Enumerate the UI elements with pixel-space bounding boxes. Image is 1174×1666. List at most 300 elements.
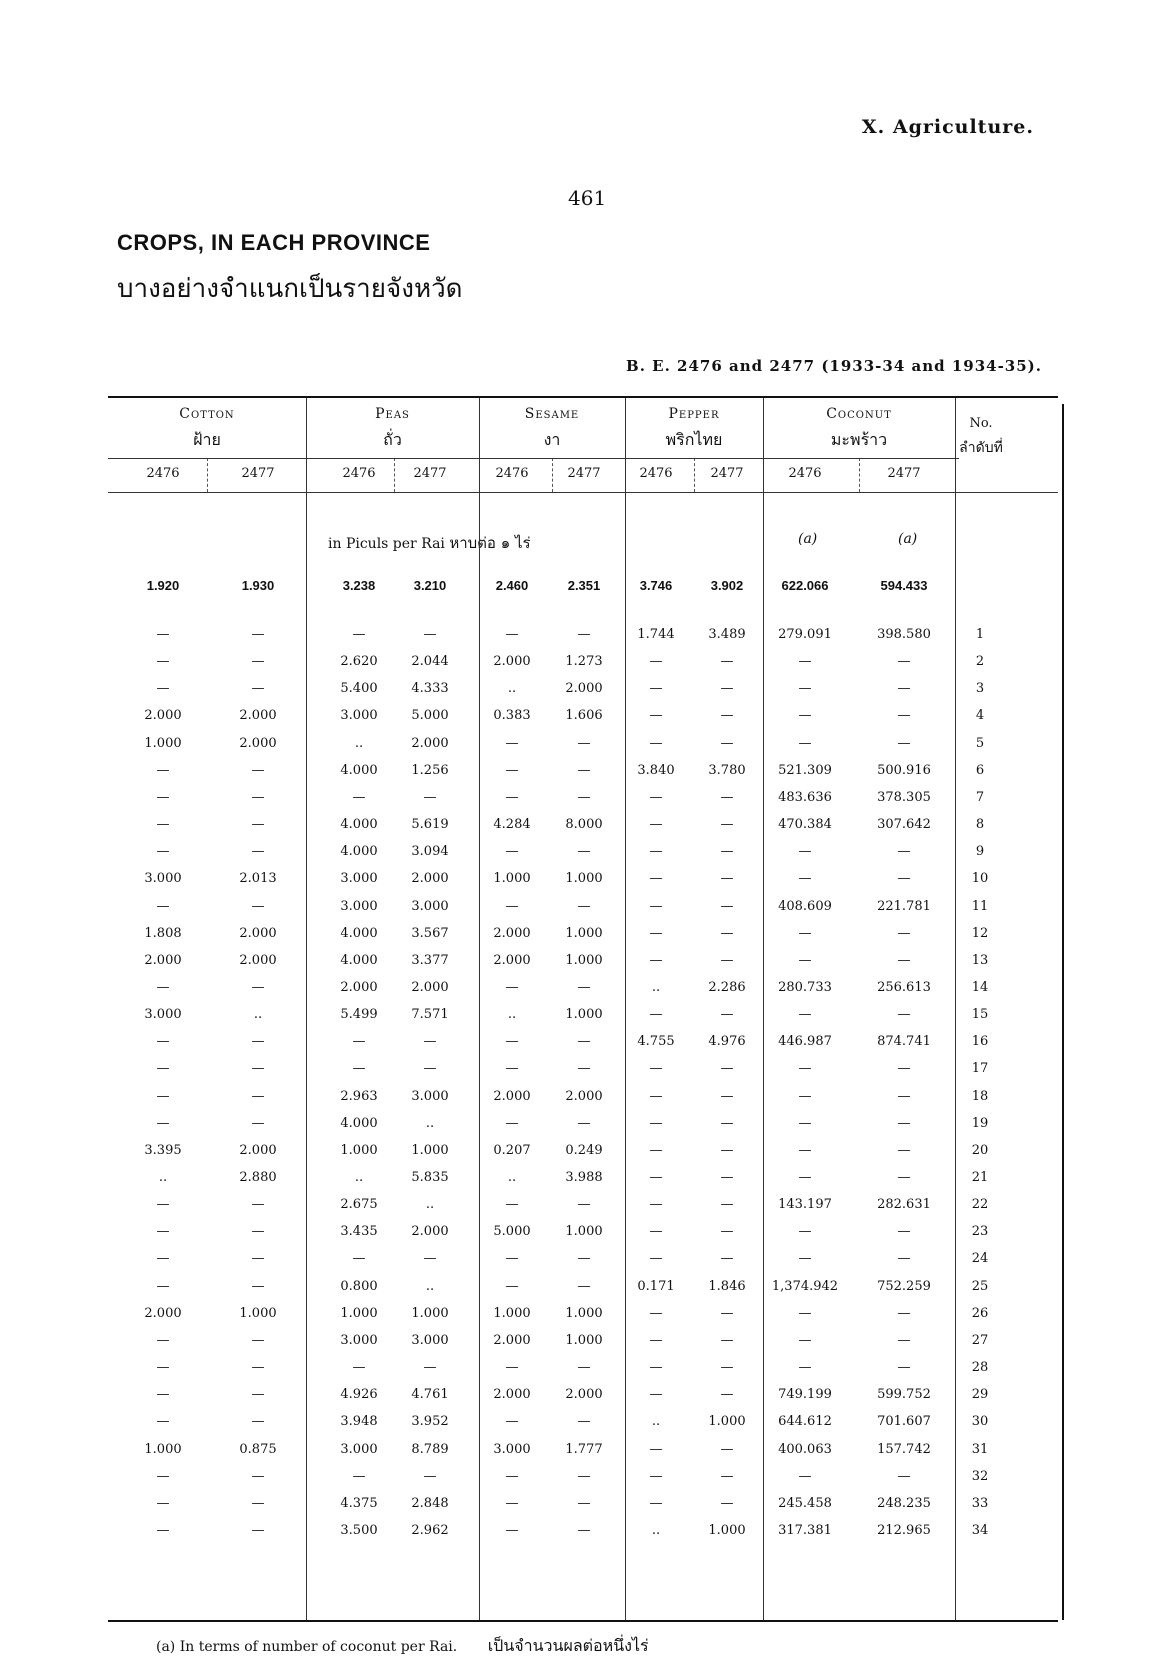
cell-peas-2477: .. — [425, 1279, 435, 1294]
cell-sesame-2476: — — [505, 844, 519, 859]
cell-pepper-2477: 3.780 — [708, 763, 746, 778]
row-number: 21 — [971, 1170, 989, 1185]
cell-sesame-2477: 2.000 — [565, 1387, 603, 1402]
cell-coconut-2476: 143.197 — [778, 1197, 832, 1212]
table-row — [108, 1224, 1058, 1244]
cell-peas-2476: .. — [354, 1170, 364, 1185]
cell-cotton-2477: 1.000 — [239, 1306, 277, 1321]
cell-sesame-2477: — — [577, 844, 591, 859]
year-heading-sesame-2476: 2476 — [495, 466, 529, 481]
cell-cotton-2476: — — [156, 817, 170, 832]
cell-peas-2476: 4.926 — [340, 1387, 378, 1402]
cell-cotton-2476: 2.000 — [144, 1306, 182, 1321]
cell-coconut-2477: 307.642 — [877, 817, 931, 832]
crops-table — [108, 396, 1058, 1622]
cell-pepper-2476: — — [649, 817, 663, 832]
cell-sesame-2476: 2.000 — [493, 1089, 531, 1104]
cell-cotton-2477: — — [251, 790, 265, 805]
cell-sesame-2476: 0.383 — [493, 708, 531, 723]
cell-coconut-2477: — — [897, 1360, 911, 1375]
cell-peas-2477: 1.256 — [411, 763, 449, 778]
cell-pepper-2476: — — [649, 736, 663, 751]
cell-sesame-2476: .. — [507, 1007, 517, 1022]
cell-sesame-2476: — — [505, 1496, 519, 1511]
cell-peas-2476: 2.620 — [340, 654, 378, 669]
table-row — [108, 1306, 1058, 1326]
cell-pepper-2476: — — [649, 1007, 663, 1022]
cell-cotton-2476: 1.808 — [144, 926, 182, 941]
cell-peas-2476: 2.963 — [340, 1089, 378, 1104]
table-row — [108, 1061, 1058, 1081]
cell-peas-2476: 4.000 — [340, 844, 378, 859]
row-number: 34 — [971, 1523, 989, 1538]
cell-coconut-2476: — — [798, 844, 812, 859]
cell-sesame-2477: 8.000 — [565, 817, 603, 832]
cell-pepper-2477: — — [720, 1333, 734, 1348]
table-row — [108, 1442, 1058, 1462]
cell-sesame-2477: — — [577, 1414, 591, 1429]
cell-coconut-2477: — — [897, 953, 911, 968]
cell-coconut-2477: 752.259 — [877, 1279, 931, 1294]
cell-peas-2477: 3.000 — [411, 899, 449, 914]
table-row — [108, 681, 1058, 701]
cell-coconut-2476: 483.636 — [778, 790, 832, 805]
cell-coconut-2476: — — [798, 736, 812, 751]
cell-coconut-2476: — — [798, 1007, 812, 1022]
cell-cotton-2476: — — [156, 1224, 170, 1239]
cell-cotton-2477: — — [251, 1360, 265, 1375]
cell-coconut-2476: — — [798, 654, 812, 669]
cell-pepper-2476: — — [649, 790, 663, 805]
total-cotton-2476: 1.920 — [146, 578, 180, 593]
row-number: 11 — [971, 899, 989, 914]
cell-coconut-2476: — — [798, 1469, 812, 1484]
cell-coconut-2476: — — [798, 1333, 812, 1348]
cell-pepper-2477: — — [720, 1089, 734, 1104]
cell-sesame-2476: — — [505, 1469, 519, 1484]
cell-cotton-2477: 2.880 — [239, 1170, 277, 1185]
cell-sesame-2476: — — [505, 1523, 519, 1538]
cell-sesame-2476: — — [505, 980, 519, 995]
cell-coconut-2477: — — [897, 1007, 911, 1022]
cell-sesame-2477: 1.273 — [565, 654, 603, 669]
cell-peas-2477: 4.761 — [411, 1387, 449, 1402]
cell-pepper-2477: 3.489 — [708, 627, 746, 642]
cell-pepper-2477: — — [720, 1496, 734, 1511]
cell-cotton-2476: — — [156, 790, 170, 805]
total-coconut-2476: 622.066 — [781, 578, 829, 593]
cell-sesame-2477: 2.000 — [565, 681, 603, 696]
cell-pepper-2477: 1.846 — [708, 1279, 746, 1294]
cell-sesame-2476: — — [505, 1034, 519, 1049]
cell-peas-2477: 2.000 — [411, 871, 449, 886]
cell-pepper-2476: — — [649, 654, 663, 669]
table-row — [108, 1333, 1058, 1353]
cell-cotton-2476: — — [156, 1197, 170, 1212]
unit-row — [108, 531, 1058, 555]
row-number: 16 — [971, 1034, 989, 1049]
cell-coconut-2477: 701.607 — [877, 1414, 931, 1429]
cell-peas-2476: 3.000 — [340, 708, 378, 723]
cell-peas-2476: 4.375 — [340, 1496, 378, 1511]
cell-cotton-2477: — — [251, 1089, 265, 1104]
cell-peas-2476: 5.400 — [340, 681, 378, 696]
cell-peas-2477: 2.848 — [411, 1496, 449, 1511]
cell-pepper-2476: — — [649, 899, 663, 914]
table-row — [108, 736, 1058, 756]
cell-sesame-2476: 2.000 — [493, 654, 531, 669]
cell-sesame-2477: 1.000 — [565, 1224, 603, 1239]
footnote — [156, 1634, 649, 1659]
cell-sesame-2477: — — [577, 763, 591, 778]
cell-sesame-2477: — — [577, 1116, 591, 1131]
cell-pepper-2476: — — [649, 1089, 663, 1104]
cell-sesame-2476: — — [505, 1116, 519, 1131]
cell-sesame-2476: — — [505, 736, 519, 751]
section-heading: X. Agriculture. — [861, 116, 1034, 138]
cell-cotton-2477: — — [251, 1197, 265, 1212]
cell-peas-2477: 5.000 — [411, 708, 449, 723]
cell-coconut-2476: — — [798, 871, 812, 886]
cell-sesame-2477: — — [577, 1523, 591, 1538]
cell-coconut-2477: 500.916 — [877, 763, 931, 778]
cell-peas-2476: 2.000 — [340, 980, 378, 995]
cell-coconut-2477: — — [897, 1306, 911, 1321]
cell-pepper-2477: — — [720, 708, 734, 723]
row-number: 8 — [975, 817, 985, 832]
cell-coconut-2477: — — [897, 654, 911, 669]
cell-cotton-2477: — — [251, 654, 265, 669]
cell-sesame-2476: .. — [507, 681, 517, 696]
year-heading-cotton-2476: 2476 — [146, 466, 180, 481]
cell-peas-2477: .. — [425, 1116, 435, 1131]
cell-coconut-2476: 245.458 — [778, 1496, 832, 1511]
cell-peas-2477: — — [423, 1034, 437, 1049]
cell-cotton-2476: — — [156, 844, 170, 859]
cell-pepper-2476: — — [649, 1061, 663, 1076]
cell-cotton-2477: 2.000 — [239, 1143, 277, 1158]
cell-pepper-2477: — — [720, 790, 734, 805]
cell-cotton-2477: — — [251, 1116, 265, 1131]
cell-cotton-2477: — — [251, 1333, 265, 1348]
cell-pepper-2477: — — [720, 654, 734, 669]
table-row — [108, 763, 1058, 783]
row-number: 28 — [971, 1360, 989, 1375]
row-number: 24 — [971, 1251, 989, 1266]
row-number: 10 — [971, 871, 989, 886]
cell-peas-2477: 2.000 — [411, 980, 449, 995]
cell-coconut-2476: — — [798, 1143, 812, 1158]
cell-sesame-2477: 3.988 — [565, 1170, 603, 1185]
cell-sesame-2476: 5.000 — [493, 1224, 531, 1239]
cell-cotton-2476: — — [156, 1387, 170, 1402]
row-number: 12 — [971, 926, 989, 941]
cell-peas-2476: 4.000 — [340, 763, 378, 778]
cell-coconut-2477: 599.752 — [877, 1387, 931, 1402]
year-heading-cotton-2477: 2477 — [241, 466, 275, 481]
cell-pepper-2476: 3.840 — [637, 763, 675, 778]
table-row — [108, 790, 1058, 810]
row-number: 15 — [971, 1007, 989, 1022]
cell-cotton-2477: — — [251, 1279, 265, 1294]
table-row — [108, 953, 1058, 973]
cell-pepper-2477: — — [720, 1251, 734, 1266]
cell-peas-2477: 3.377 — [411, 953, 449, 968]
row-number: 22 — [971, 1197, 989, 1212]
total-sesame-2477: 2.351 — [567, 578, 601, 593]
cell-coconut-2476: 400.063 — [778, 1442, 832, 1457]
row-number: 2 — [975, 654, 985, 669]
cell-sesame-2476: — — [505, 1061, 519, 1076]
header-pepper: Pepper พริกไทย — [665, 406, 723, 449]
cell-peas-2476: .. — [354, 736, 364, 751]
cell-coconut-2477: 248.235 — [877, 1496, 931, 1511]
cell-peas-2476: — — [352, 1061, 366, 1076]
row-number: 7 — [975, 790, 985, 805]
cell-sesame-2477: — — [577, 736, 591, 751]
year-heading-sesame-2477: 2477 — [567, 466, 601, 481]
cell-peas-2477: 7.571 — [411, 1007, 449, 1022]
row-number: 1 — [975, 627, 985, 642]
row-number: 13 — [971, 953, 989, 968]
cell-sesame-2477: 1.000 — [565, 953, 603, 968]
cell-peas-2477: — — [423, 1251, 437, 1266]
table-row — [108, 980, 1058, 1000]
cell-peas-2477: 4.333 — [411, 681, 449, 696]
table-row — [108, 1251, 1058, 1271]
row-number: 9 — [975, 844, 985, 859]
cell-coconut-2477: — — [897, 1089, 911, 1104]
cell-sesame-2476: 2.000 — [493, 953, 531, 968]
cell-peas-2477: — — [423, 790, 437, 805]
cell-cotton-2476: — — [156, 681, 170, 696]
cell-peas-2476: 3.500 — [340, 1523, 378, 1538]
cell-sesame-2476: 1.000 — [493, 1306, 531, 1321]
cell-coconut-2476: — — [798, 1116, 812, 1131]
cell-peas-2477: 3.094 — [411, 844, 449, 859]
row-number: 31 — [971, 1442, 989, 1457]
cell-cotton-2476: .. — [158, 1170, 168, 1185]
cell-sesame-2476: — — [505, 1251, 519, 1266]
cell-coconut-2477: 256.613 — [877, 980, 931, 995]
cell-sesame-2477: — — [577, 1360, 591, 1375]
total-coconut-2477: 594.433 — [880, 578, 928, 593]
cell-peas-2477: 2.000 — [411, 1224, 449, 1239]
row-number: 30 — [971, 1414, 989, 1429]
cell-pepper-2476: — — [649, 1333, 663, 1348]
cell-pepper-2476: — — [649, 1306, 663, 1321]
row-number: 18 — [971, 1089, 989, 1104]
table-row — [108, 1034, 1058, 1054]
cell-coconut-2477: 874.741 — [877, 1034, 931, 1049]
cell-coconut-2476: — — [798, 708, 812, 723]
cell-cotton-2476: — — [156, 1414, 170, 1429]
year-heading-peas-2476: 2476 — [342, 466, 376, 481]
cell-pepper-2477: — — [720, 1116, 734, 1131]
cell-sesame-2476: — — [505, 763, 519, 778]
total-pepper-2476: 3.746 — [639, 578, 673, 593]
cell-coconut-2476: 446.987 — [778, 1034, 832, 1049]
row-number: 3 — [975, 681, 985, 696]
table-row — [108, 627, 1058, 647]
cell-coconut-2477: — — [897, 1143, 911, 1158]
cell-coconut-2477: — — [897, 1224, 911, 1239]
cell-coconut-2476: 521.309 — [778, 763, 832, 778]
cell-coconut-2476: 749.199 — [778, 1387, 832, 1402]
cell-coconut-2477: 282.631 — [877, 1197, 931, 1212]
cell-sesame-2476: — — [505, 627, 519, 642]
cell-coconut-2476: — — [798, 1224, 812, 1239]
cell-cotton-2476: 3.000 — [144, 871, 182, 886]
cell-cotton-2476: 3.000 — [144, 1007, 182, 1022]
cell-sesame-2476: 2.000 — [493, 926, 531, 941]
cell-pepper-2476: — — [649, 1387, 663, 1402]
cell-peas-2477: 8.789 — [411, 1442, 449, 1457]
table-border — [1062, 404, 1064, 1620]
cell-sesame-2477: — — [577, 1197, 591, 1212]
header-cotton: Cotton ฝ้าย — [179, 406, 235, 449]
cell-pepper-2477: — — [720, 1197, 734, 1212]
cell-peas-2476: — — [352, 627, 366, 642]
cell-coconut-2476: — — [798, 1170, 812, 1185]
cell-pepper-2477: 4.976 — [708, 1034, 746, 1049]
row-number: 14 — [971, 980, 989, 995]
cell-cotton-2477: — — [251, 763, 265, 778]
cell-peas-2476: 1.000 — [340, 1306, 378, 1321]
cell-cotton-2476: — — [156, 654, 170, 669]
cell-sesame-2476: .. — [507, 1170, 517, 1185]
cell-sesame-2476: 0.207 — [493, 1143, 531, 1158]
cell-pepper-2477: — — [720, 1442, 734, 1457]
cell-pepper-2476: — — [649, 708, 663, 723]
cell-peas-2476: 5.499 — [340, 1007, 378, 1022]
cell-pepper-2476: — — [649, 1143, 663, 1158]
cell-cotton-2476: — — [156, 1279, 170, 1294]
row-number: 5 — [975, 736, 985, 751]
cell-cotton-2477: — — [251, 980, 265, 995]
cell-peas-2477: 2.044 — [411, 654, 449, 669]
cell-pepper-2476: — — [649, 1170, 663, 1185]
cell-pepper-2476: — — [649, 871, 663, 886]
cell-cotton-2476: — — [156, 1333, 170, 1348]
footnote-text-thai: เป็นจำนวนผลต่อหนึ่งไร่ — [487, 1636, 649, 1655]
cell-cotton-2476: 2.000 — [144, 708, 182, 723]
year-heading-pepper-2476: 2476 — [639, 466, 673, 481]
cell-cotton-2476: — — [156, 1496, 170, 1511]
cell-cotton-2477: .. — [253, 1007, 263, 1022]
cell-coconut-2477: — — [897, 926, 911, 941]
cell-sesame-2477: — — [577, 1469, 591, 1484]
cell-cotton-2477: — — [251, 681, 265, 696]
row-number: 32 — [971, 1469, 989, 1484]
year-heading-pepper-2477: 2477 — [710, 466, 744, 481]
cell-peas-2477: 2.000 — [411, 736, 449, 751]
cell-peas-2476: 3.000 — [340, 1442, 378, 1457]
cell-sesame-2477: — — [577, 1496, 591, 1511]
page-number: 461 — [568, 186, 607, 210]
cell-peas-2476: 2.675 — [340, 1197, 378, 1212]
row-number: 6 — [975, 763, 985, 778]
row-number: 27 — [971, 1333, 989, 1348]
cell-sesame-2477: — — [577, 1034, 591, 1049]
cell-cotton-2477: — — [251, 899, 265, 914]
cell-pepper-2477: — — [720, 1224, 734, 1239]
cell-sesame-2476: 3.000 — [493, 1442, 531, 1457]
cell-cotton-2477: — — [251, 817, 265, 832]
cell-sesame-2476: 2.000 — [493, 1387, 531, 1402]
cell-pepper-2476: 4.755 — [637, 1034, 675, 1049]
cell-cotton-2477: — — [251, 1251, 265, 1266]
row-number: 20 — [971, 1143, 989, 1158]
cell-coconut-2476: — — [798, 1360, 812, 1375]
cell-cotton-2476: — — [156, 1061, 170, 1076]
cell-cotton-2476: — — [156, 1251, 170, 1266]
cell-sesame-2477: 0.249 — [565, 1143, 603, 1158]
cell-peas-2477: 1.000 — [411, 1306, 449, 1321]
cell-coconut-2477: — — [897, 1469, 911, 1484]
cell-coconut-2477: — — [897, 1333, 911, 1348]
cell-coconut-2476: 317.381 — [778, 1523, 832, 1538]
cell-pepper-2476: .. — [651, 1414, 661, 1429]
cell-sesame-2477: — — [577, 1061, 591, 1076]
cell-pepper-2477: 1.000 — [708, 1523, 746, 1538]
cell-pepper-2477: — — [720, 871, 734, 886]
cell-coconut-2477: — — [897, 1061, 911, 1076]
cell-peas-2476: 0.800 — [340, 1279, 378, 1294]
table-row — [108, 1387, 1058, 1407]
cell-cotton-2477: — — [251, 1523, 265, 1538]
cell-peas-2476: 4.000 — [340, 926, 378, 941]
cell-pepper-2476: — — [649, 926, 663, 941]
cell-coconut-2476: — — [798, 681, 812, 696]
cell-coconut-2476: 470.384 — [778, 817, 832, 832]
row-number: 25 — [971, 1279, 989, 1294]
cell-cotton-2476: — — [156, 627, 170, 642]
row-number: 17 — [971, 1061, 989, 1076]
row-number: 4 — [975, 708, 985, 723]
period-label: B. E. 2476 and 2477 (1933-34 and 1934-35). — [626, 357, 1042, 375]
table-row — [108, 871, 1058, 891]
table-row — [108, 1279, 1058, 1299]
cell-peas-2476: 3.948 — [340, 1414, 378, 1429]
cell-pepper-2476: — — [649, 1442, 663, 1457]
header-rule — [108, 492, 1058, 493]
table-row — [108, 1496, 1058, 1516]
cell-coconut-2477: — — [897, 736, 911, 751]
cell-pepper-2476: — — [649, 1496, 663, 1511]
cell-pepper-2477: 2.286 — [708, 980, 746, 995]
cell-coconut-2476: 280.733 — [778, 980, 832, 995]
cell-coconut-2477: — — [897, 844, 911, 859]
cell-sesame-2477: — — [577, 790, 591, 805]
cell-coconut-2476: 1,374.942 — [771, 1279, 839, 1294]
cell-cotton-2477: 2.000 — [239, 953, 277, 968]
cell-pepper-2477: — — [720, 1469, 734, 1484]
cell-pepper-2477: — — [720, 844, 734, 859]
cell-pepper-2476: — — [649, 681, 663, 696]
cell-cotton-2476: — — [156, 1523, 170, 1538]
cell-pepper-2476: — — [649, 1360, 663, 1375]
cell-peas-2476: 4.000 — [340, 817, 378, 832]
cell-sesame-2476: — — [505, 1360, 519, 1375]
cell-pepper-2476: — — [649, 953, 663, 968]
cell-peas-2476: 4.000 — [340, 1116, 378, 1131]
table-row — [108, 1170, 1058, 1190]
cell-cotton-2477: 2.000 — [239, 708, 277, 723]
cell-pepper-2477: — — [720, 1306, 734, 1321]
table-row — [108, 844, 1058, 864]
cell-peas-2476: — — [352, 1251, 366, 1266]
